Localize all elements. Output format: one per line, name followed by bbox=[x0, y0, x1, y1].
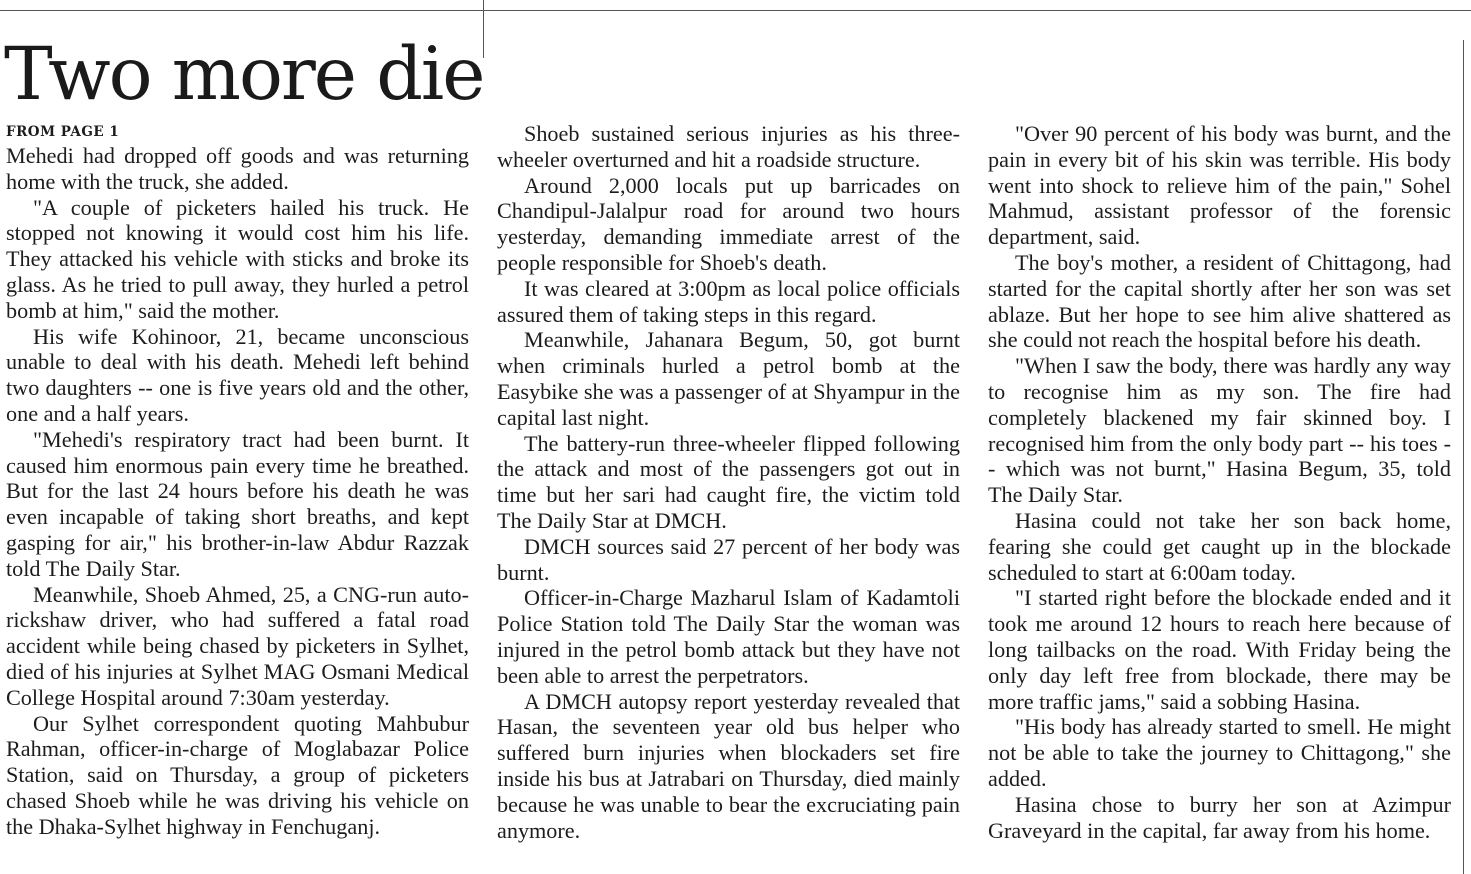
paragraph: "I started right before the blockade ended and it took me around 12 hours to reach here because of long tailbacks on the road. With Friday being the only day left free from blockade, there may be more traffic jams," said a sobbing Hasina. bbox=[988, 585, 1451, 714]
paragraph: Shoeb sustained serious injuries as his three-wheeler overturned and hit a roadside structure. bbox=[497, 121, 960, 172]
paragraph: The boy's mother, a resident of Chittagong, had started for the capital shortly after her son was set ablaze. But her hope to see him alive shattered as she could not reach the hospital before his death. bbox=[988, 249, 1451, 353]
top-rule bbox=[0, 10, 1471, 11]
article-column-2 bbox=[497, 121, 960, 843]
paragraph: His wife Kohinoor, 21, became unconscious unable to deal with his death. Mehedi left behind two daughters -- one is five years old and the other, one and a half years. bbox=[6, 323, 469, 426]
paragraph: "A couple of picketers hailed his truck. He stopped not knowing it would cost him his life. They attacked his vehicle with sticks and broke its glass. As he tried to pull away, they hurled a petrol bomb at him," said the mother. bbox=[6, 194, 469, 323]
right-edge-rule bbox=[1463, 40, 1464, 874]
paragraph: "Over 90 percent of his body was burnt, and the pain in every bit of his skin was terrible. His body went into shock to relieve him of the pain," Sohel Mahmud, assistant professor of the forensic department, said. bbox=[988, 121, 1451, 250]
paragraph: Hasina could not take her son back home, fearing she could get caught up in the blockade scheduled to start at 6:00am today. bbox=[988, 507, 1451, 585]
paragraph: It was cleared at 3:00pm as local police officials assured them of taking steps in this regard. bbox=[497, 275, 960, 327]
paragraph: "When I saw the body, there was hardly any way to recognise him as my son. The fire had completely blackened my fair skinned boy. I recognised him from the only body part -- his toes -- which was not burnt," Hasina Begum, 35, told The Daily Star. bbox=[988, 353, 1451, 508]
jump-kicker: FROM PAGE 1 bbox=[6, 124, 120, 140]
paragraph: Meanwhile, Shoeb Ahmed, 25, a CNG-run auto-rickshaw driver, who had suffered a fatal road accident while being chased by picketers in Sylhet, died of his injuries at Sylhet MAG Osmani Medical College Hospital around 7:30am yesterday. bbox=[6, 581, 469, 710]
paragraph: Mehedi had dropped off goods and was returning home with the truck, she added. bbox=[6, 143, 469, 194]
article-column-1 bbox=[6, 121, 469, 840]
headline: Two more die bbox=[4, 32, 484, 117]
paragraph: Our Sylhet correspondent quoting Mahbubur Rahman, officer-in-charge of Moglabazar Police Station, said on Thursday, a group of picketers chased Shoeb while he was driving his vehicle on the Dhaka-Sylhet highway in Fenchuganj. bbox=[6, 710, 469, 839]
paragraph: "Mehedi's respiratory tract had been burnt. It caused him enormous pain every time he breathed. But for the last 24 hours before his death he was even incapable of taking short breaths, and kept gasping for air," his brother-in-law Abdur Razzak told The Daily Star. bbox=[6, 426, 469, 581]
paragraph: Officer-in-Charge Mazharul Islam of Kadamtoli Police Station told The Daily Star the woman was injured in the petrol bomb attack but they have not been able to arrest the perpetrators. bbox=[497, 585, 960, 688]
paragraph: DMCH sources said 27 percent of her body was burnt. bbox=[497, 533, 960, 585]
paragraph: Meanwhile, Jahanara Begum, 50, got burnt when criminals hurled a petrol bomb at the Easybike she was a passenger of at Shyampur in the capital last night. bbox=[497, 327, 960, 430]
paragraph: "His body has already started to smell. He might not be able to take the journey to Chittagong," she added. bbox=[988, 714, 1451, 791]
article-column-3 bbox=[988, 121, 1451, 843]
paragraph: A DMCH autopsy report yesterday revealed that Hasan, the seventeen year old bus helper who suffered burn injuries when blockaders set fire inside his bus at Jatrabari on Thursday, died mainly because he was unable to bear the excruciating pain anymore. bbox=[497, 688, 960, 843]
paragraph: Hasina chose to burry her son at Azimpur Graveyard in the capital, far away from his home. bbox=[988, 791, 1451, 843]
paragraph: The battery-run three-wheeler flipped following the attack and most of the passengers got out in time but her sari had caught fire, the victim told The Daily Star at DMCH. bbox=[497, 430, 960, 533]
paragraph: Around 2,000 locals put up barricades on Chandipul-Jalalpur road for around two hours yesterday, demanding immediate arrest of the people responsible for Shoeb's death. bbox=[497, 172, 960, 275]
